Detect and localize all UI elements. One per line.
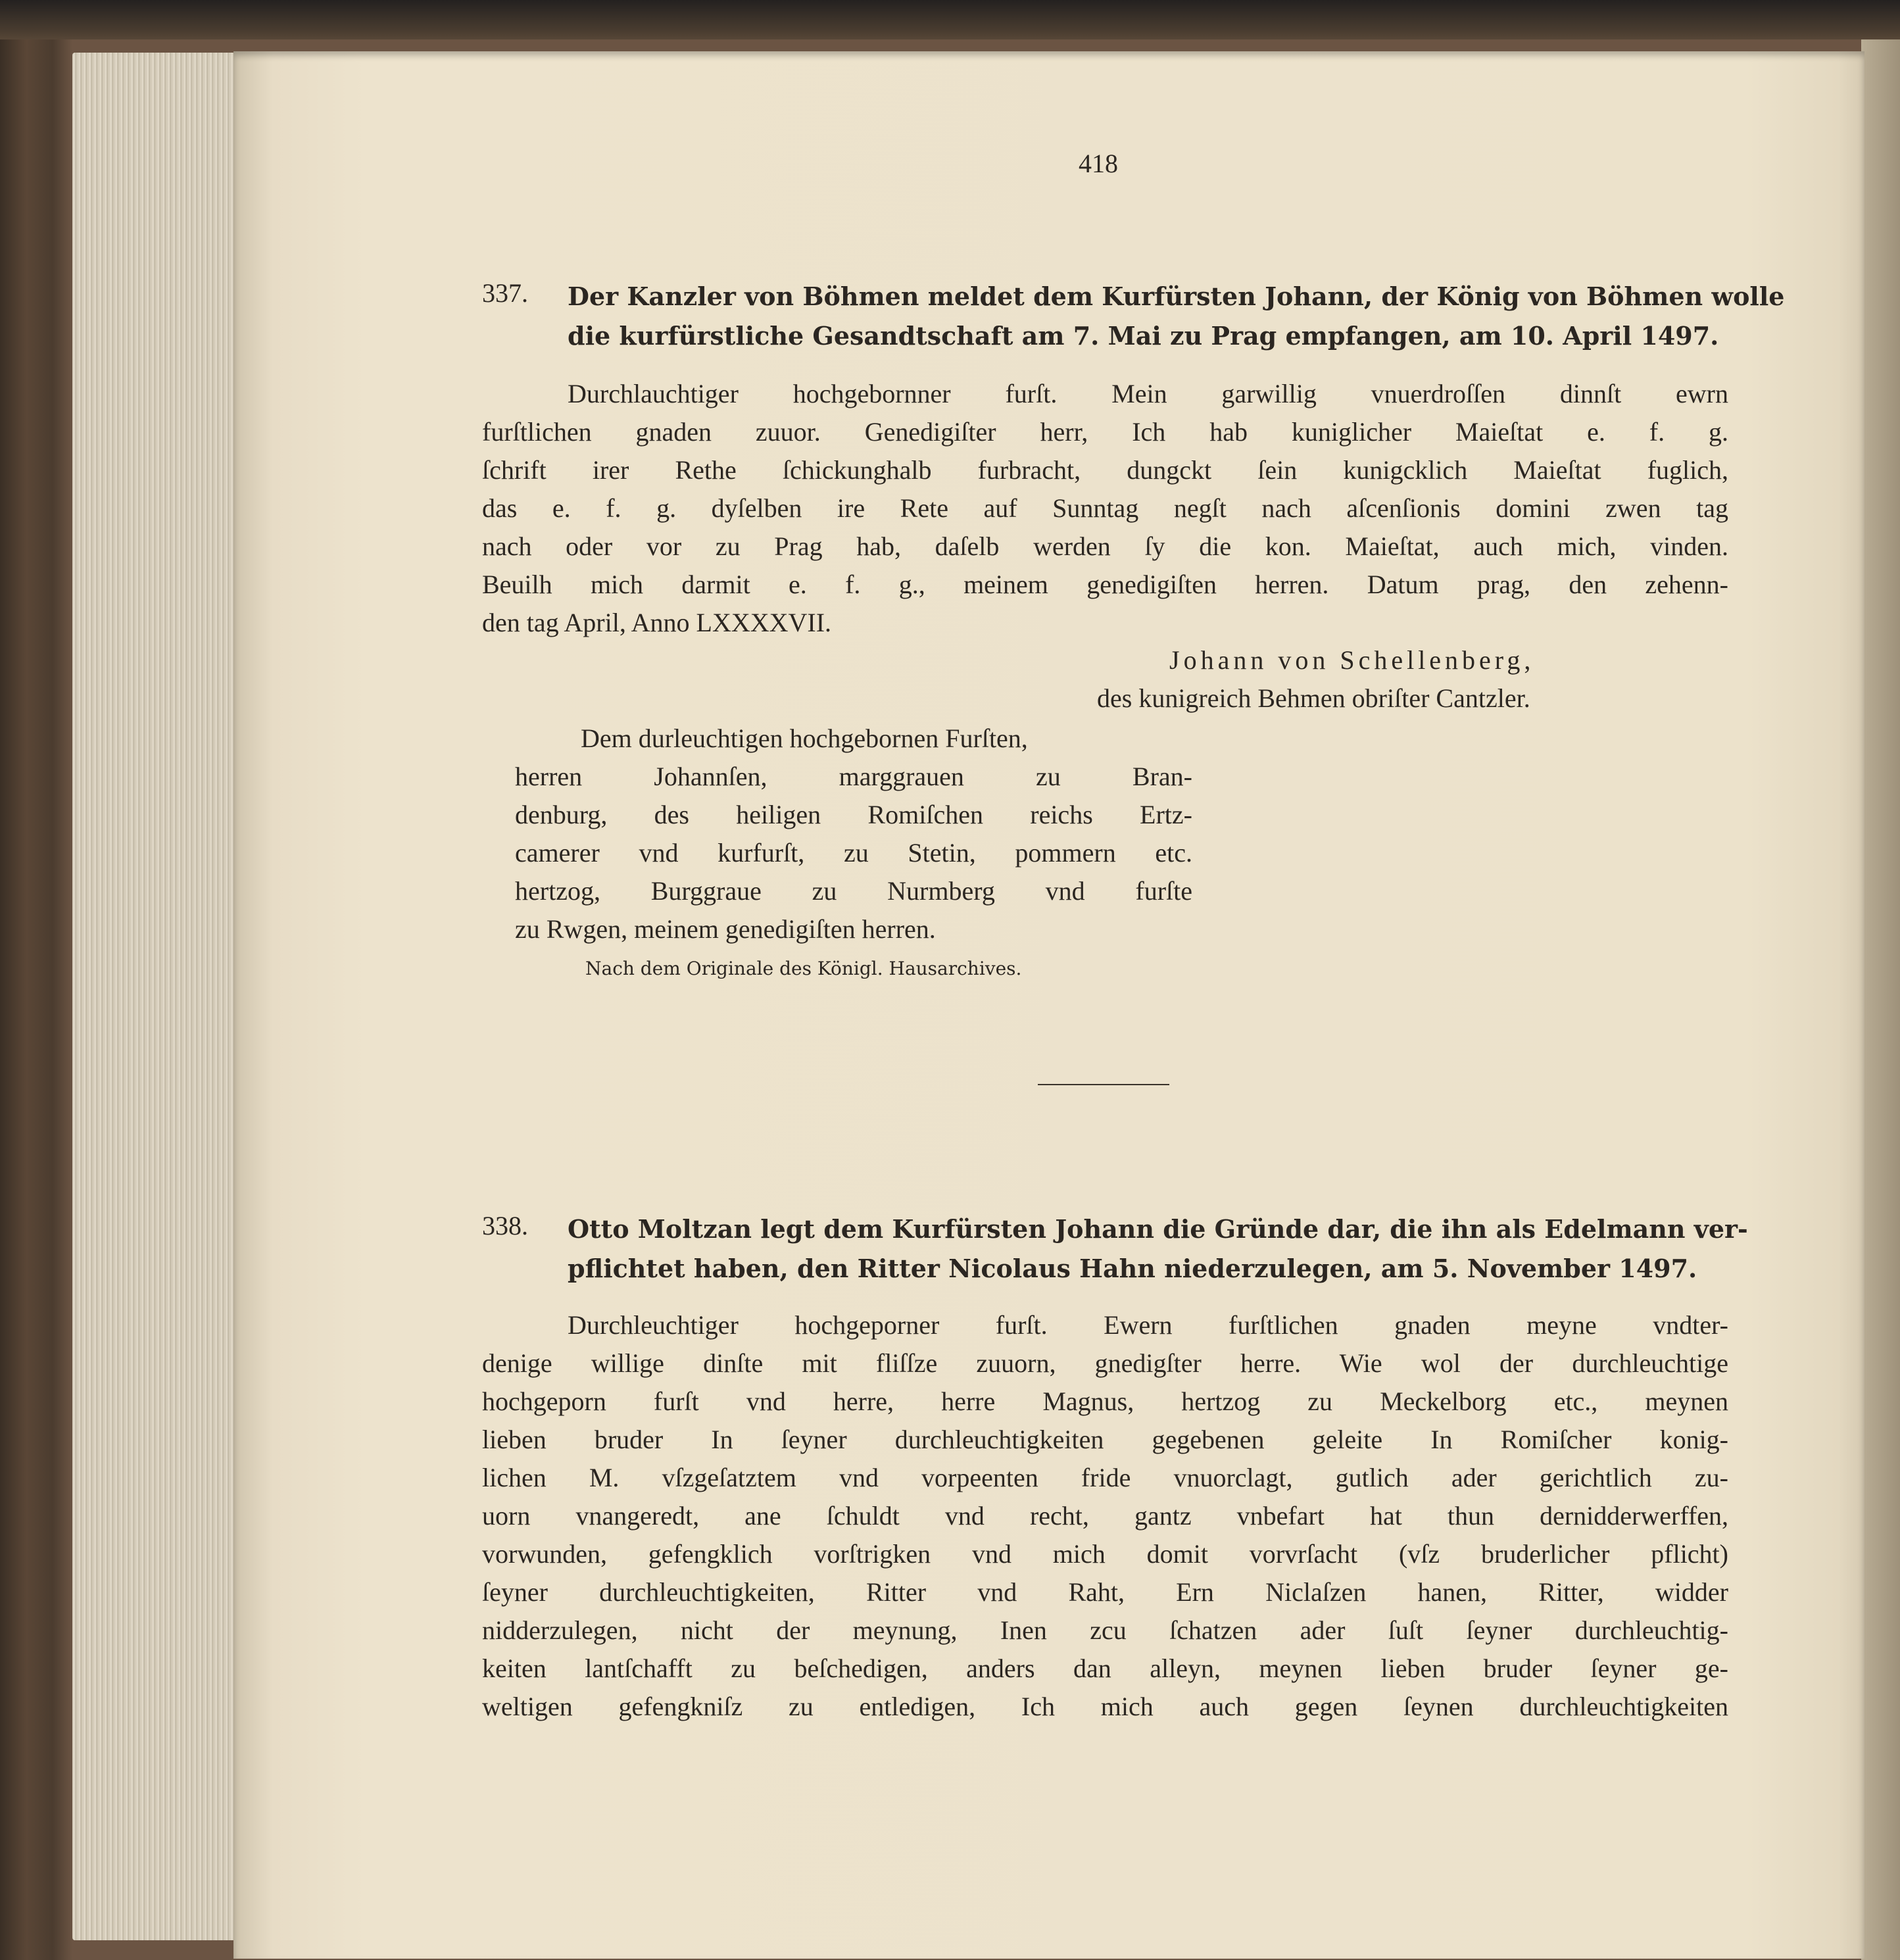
entry-337-heading: [568, 278, 1785, 316]
entry-338-body: [482, 1306, 1728, 1726]
heading-line: pflichtet haben, den Ritter Nicolaus Hahn niederzulegen, am 5. November 1497.: [568, 1254, 1697, 1283]
entry-number-337: 337.: [482, 278, 528, 308]
entry-338-heading-2: [568, 1250, 1697, 1288]
body-line: Durchleuchtiger hochgeporner furſt. Ewern furſtlichen gnaden meyne vndter-: [568, 1310, 1728, 1340]
body-line: furſtlichen gnaden zuuor. Genedigiſter herr, Ich hab kuniglicher Maieſtat e. f. g.: [482, 417, 1728, 447]
heading-line: Otto Moltzan legt dem Kurfürsten Johann die Gründe dar, die ihn als Edelmann ver-: [568, 1214, 1748, 1244]
book-right-edge: [1861, 39, 1900, 1960]
body-line: weltigen gefengkniſz zu entledigen, Ich mich auch gegen ſeynen durchleuchtigkeiten: [482, 1692, 1728, 1721]
body-line: Beuilh mich darmit e. f. g., meinem genedigiſten herren. Datum prag, den zehenn-: [482, 570, 1728, 599]
address-block: [515, 720, 1192, 948]
entry-337-heading-2: [568, 317, 1719, 355]
address-line: herren Johannſen, marggrauen zu Bran-: [515, 762, 1192, 791]
body-line: Durchlauchtiger hochgebornner furſt. Mein garwillig vnuerdroſſen dinnſt ewrn: [568, 379, 1728, 408]
body-line: nidderzulegen, nicht der meynung, Inen zcu ſchatzen ader ſuſt ſeyner durchleuchtig-: [482, 1615, 1728, 1645]
entry-number-338: 338.: [482, 1211, 528, 1240]
body-line: lichen M. vſzgeſatztem vnd vorpeenten fride vnuorclagt, gutlich ader gerichtlich zu-: [482, 1463, 1728, 1492]
signature-title: des kunigreich Behmen obriſter Cantzler.: [1097, 683, 1530, 713]
body-line: keiten lantſchafft zu beſchedigen, anders dan alleyn, meynen lieben bruder ſeyner ge-: [482, 1654, 1728, 1683]
section-divider: [1038, 1084, 1169, 1085]
signature-name: Johann von Schellenberg,: [1169, 645, 1535, 675]
address-line: denburg, des heiligen Romiſchen reichs Ertz-: [515, 800, 1192, 829]
body-line: vorwunden, gefengklich vorſtrigken vnd mich domit vorvrſacht (vſz bruderlicher pflicht): [482, 1539, 1728, 1569]
source-note: Nach dem Originale des Königl. Hausarchives.: [585, 958, 1022, 979]
address-line: Dem durleuchtigen hochgebornen Furſten,: [581, 723, 1028, 753]
body-line: hochgeporn furſt vnd herre, herre Magnus, hertzog zu Meckelborg etc., meynen: [482, 1386, 1728, 1416]
page-number: 418: [1079, 149, 1118, 178]
body-line: das e. f. g. dyſelben ire Rete auf Sunntag negſt nach aſcenſionis domini zwen tag: [482, 493, 1728, 523]
body-line: lieben bruder In ſeyner durchleuchtigkeiten gegebenen geleite In Romiſcher konig-: [482, 1425, 1728, 1454]
body-line: ſchrift irer Rethe ſchickunghalb furbracht, dungckt ſein kunigcklich Maieſtat fuglich,: [482, 455, 1728, 485]
body-line: den tag April, Anno LXXXXVII.: [482, 608, 832, 637]
heading-line: die kurfürstliche Gesandtschaft am 7. Mai zu Prag empfangen, am 10. April 1497.: [568, 321, 1719, 351]
entry-338-heading: [568, 1210, 1748, 1248]
body-line: ſeyner durchleuchtigkeiten, Ritter vnd Raht, Ern Niclaſzen hanen, Ritter, widder: [482, 1577, 1728, 1607]
heading-line: Der Kanzler von Böhmen meldet dem Kurfürsten Johann, der König von Böhmen wolle: [568, 282, 1785, 311]
body-line: denige willige dinſte mit fliſſze zuuorn, gnedigſter herre. Wie wol der durchleuchtige: [482, 1348, 1728, 1378]
address-line: camerer vnd kurfurſt, zu Stetin, pommern etc.: [515, 838, 1192, 868]
body-line: nach oder vor zu Prag hab, daſelb werden ſy die kon. Maieſtat, auch mich, vinden.: [482, 531, 1728, 561]
address-line: hertzog, Burggraue zu Nurmberg vnd furſte: [515, 876, 1192, 906]
page-stack-edge: [72, 53, 243, 1940]
entry-337-body: [482, 375, 1728, 642]
body-line: uorn vnangeredt, ane ſchuldt vnd recht, gantz vnbefart hat thun dernidderwerffen,: [482, 1501, 1728, 1531]
address-line: zu Rwgen, meinem genedigiſten herren.: [515, 914, 936, 944]
